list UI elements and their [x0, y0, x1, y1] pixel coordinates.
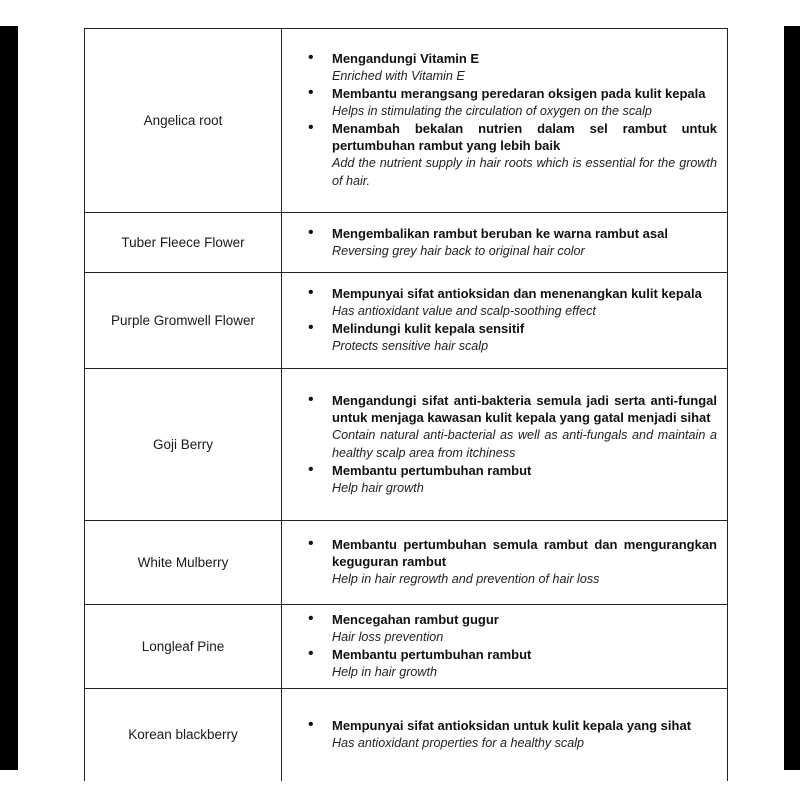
right-black-bar	[784, 26, 800, 770]
benefit-english: Enriched with Vitamin E	[332, 69, 465, 83]
benefits-cell	[282, 213, 728, 273]
benefit-item	[282, 611, 717, 646]
benefit-english: Reversing grey hair back to original hair color	[332, 243, 585, 258]
benefit-list	[282, 285, 717, 355]
benefits-cell	[282, 605, 728, 689]
benefit-item	[282, 392, 717, 462]
ingredients-table	[84, 28, 728, 781]
benefit-item	[282, 646, 717, 681]
benefit-item	[282, 536, 717, 588]
benefit-malay: • Membantu pertumbuhan semula rambut dan mengurangkan keguguran rambut	[332, 537, 717, 569]
benefit-malay: • Mengandungi Vitamin E	[332, 51, 480, 66]
document-page	[84, 28, 730, 800]
benefit-item	[282, 462, 717, 497]
benefit-list	[282, 536, 717, 588]
benefits-cell	[282, 689, 728, 781]
benefit-english: Help in hair growth	[332, 665, 437, 679]
table-row	[85, 273, 728, 369]
benefits-cell	[282, 273, 728, 369]
ingredient-name: Longleaf Pine	[85, 605, 282, 689]
benefit-malay: • Mempunyai sifat antioksidan untuk kulit kepala yang sihat	[332, 717, 692, 733]
benefit-item	[282, 120, 717, 190]
benefit-list	[282, 717, 717, 752]
ingredient-name: White Mulberry	[85, 521, 282, 605]
ingredient-name: Goji Berry	[85, 369, 282, 521]
benefit-malay: • Mencegahan rambut gugur	[332, 612, 499, 627]
benefit-malay: • Mengandungi sifat anti-bakteria semula jadi serta anti-fungal untuk menjaga kawasan kulit kepala yang gatal menjadi sihat	[332, 392, 717, 425]
benefit-item	[282, 85, 717, 120]
table-row	[85, 689, 728, 781]
table-row	[85, 605, 728, 689]
left-black-bar	[0, 26, 18, 770]
benefit-english: Help in hair regrowth and prevention of hair loss	[332, 572, 600, 586]
benefits-cell	[282, 29, 728, 213]
ingredient-name: Purple Gromwell Flower	[85, 273, 282, 369]
benefit-malay: • Melindungi kulit kepala sensitif	[332, 321, 525, 336]
benefit-list	[282, 225, 717, 260]
ingredient-name: Korean blackberry	[85, 689, 282, 781]
benefit-item	[282, 717, 717, 752]
benefits-cell	[282, 521, 728, 605]
benefit-english: Hair loss prevention	[332, 630, 444, 644]
benefit-item	[282, 225, 717, 260]
table-row	[85, 521, 728, 605]
benefit-english: Helps in stimulating the circulation of oxygen on the scalp	[332, 104, 652, 118]
benefit-item	[282, 50, 717, 85]
benefit-malay: • Mempunyai sifat antioksidan dan menenangkan kulit kepala	[332, 286, 702, 301]
table-row	[85, 213, 728, 273]
benefit-malay: • Membantu merangsang peredaran oksigen pada kulit kepala	[332, 86, 706, 101]
benefit-english: Contain natural anti-bacterial as well as anti-fungals and maintain a healthy scalp area from itchiness	[332, 427, 717, 460]
benefit-list	[282, 611, 717, 681]
ingredient-name: Tuber Fleece Flower	[85, 213, 282, 273]
benefit-malay: • Menambah bekalan nutrien dalam sel rambut untuk pertumbuhan rambut yang lebih baik	[332, 121, 717, 153]
table-row	[85, 29, 728, 213]
benefit-list	[282, 392, 717, 497]
benefit-english: Has antioxidant value and scalp-soothing effect	[332, 304, 596, 318]
ingredient-name: Angelica root	[85, 29, 282, 213]
benefit-english: Protects sensitive hair scalp	[332, 339, 489, 353]
benefit-english: Has antioxidant properties for a healthy scalp	[332, 735, 585, 750]
benefit-malay: • Mengembalikan rambut beruban ke warna rambut asal	[332, 225, 668, 241]
benefit-english: Help hair growth	[332, 480, 424, 495]
benefits-cell	[282, 369, 728, 521]
benefit-english: Add the nutrient supply in hair roots which is essential for the growth of hair.	[332, 156, 717, 188]
table-row	[85, 369, 728, 521]
benefit-malay: • Membantu pertumbuhan rambut	[332, 462, 532, 478]
benefit-item	[282, 320, 717, 355]
benefit-malay: • Membantu pertumbuhan rambut	[332, 647, 532, 662]
benefit-item	[282, 285, 717, 320]
benefit-list	[282, 50, 717, 190]
